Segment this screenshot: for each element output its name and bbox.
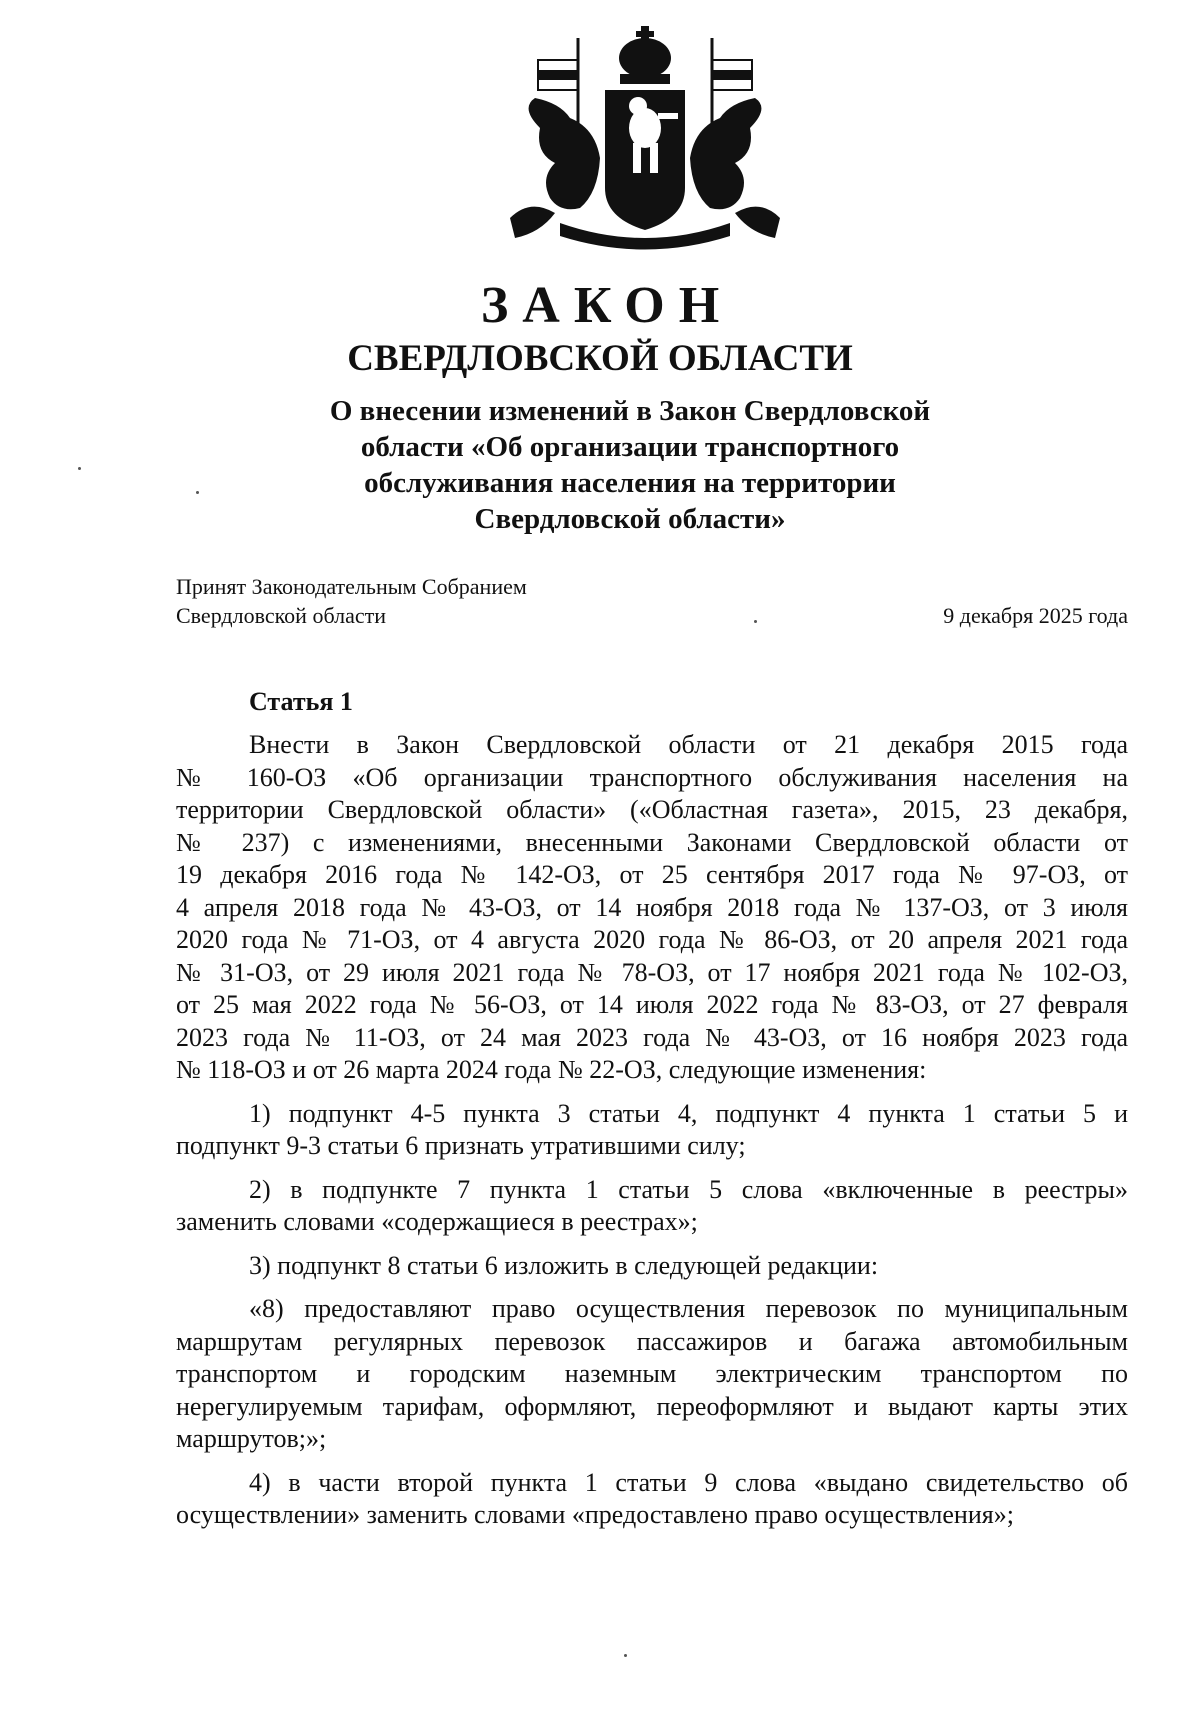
- text-line: № 237) с изменениями, внесенными Законами Свердловской области от: [176, 827, 1128, 857]
- text-line: от 25 мая 2022 года № 56-ОЗ, от 14 июля 2022 года № 83-ОЗ, от 27 февраля: [176, 990, 1128, 1019]
- text-line: 4) в части второй пункта 1 статьи 9 слова «выдано свидетельство об: [249, 1467, 1128, 1497]
- text-line: осуществлении» заменить словами «предоставлено право осуществления»;: [176, 1500, 1014, 1529]
- intro-paragraph: [176, 729, 1128, 1087]
- scan-speck: [624, 1654, 627, 1657]
- text-line: нерегулируемым тарифам, оформляют, переоформляют и выдают карты этих: [176, 1391, 1128, 1421]
- text-line: № 160-ОЗ «Об организации транспортного обслуживания населения на: [176, 762, 1128, 792]
- text-line: 4 апреля 2018 года № 43-ОЗ, от 14 ноября 2018 года № 137-ОЗ, от 3 июля: [176, 892, 1128, 922]
- scan-speck: [78, 467, 81, 470]
- item-1-paragraph: [176, 1098, 1128, 1163]
- text-line: 19 декабря 2016 года № 142-ОЗ, от 25 сентября 2017 года № 97-ОЗ, от: [176, 860, 1128, 889]
- text-line: маршрутам регулярных перевозок пассажиров и багажа автомобильным: [176, 1326, 1128, 1356]
- scan-speck: [196, 491, 199, 494]
- law-subject-line: О внесении изменений в Закон Свердловской: [329, 395, 931, 427]
- law-subject-line: области «Об организации транспортного: [360, 431, 900, 463]
- law-subject-line: Свердловской области»: [474, 503, 786, 535]
- adoption-date: 9 декабря 2025 года: [943, 603, 1128, 628]
- text-line: № 31-ОЗ, от 29 июля 2021 года № 78-ОЗ, от 17 ноября 2021 года № 102-ОЗ,: [176, 957, 1128, 987]
- text-line: № 118-ОЗ и от 26 марта 2024 года № 22-ОЗ, следующие изменения:: [176, 1055, 927, 1084]
- text-line: 2) в подпункте 7 пункта 1 статьи 5 слова «включенные в реестры»: [249, 1174, 1128, 1204]
- item-4-paragraph: [176, 1467, 1128, 1532]
- adoption-info: [176, 572, 527, 630]
- text-line: 3) подпункт 8 статьи 6 изложить в следующей редакции:: [249, 1250, 879, 1280]
- adoption-line: Свердловской области: [176, 603, 386, 628]
- law-subject-line: обслуживания населения на территории: [364, 467, 896, 499]
- scan-speck: [754, 620, 757, 623]
- region-title: СВЕРДЛОВСКОЙ ОБЛАСТИ: [347, 338, 853, 379]
- item-2-paragraph: [176, 1174, 1128, 1239]
- article-body: [176, 729, 1128, 1532]
- text-line: маршрутов;»;: [176, 1424, 327, 1453]
- law-title: ЗАКОН: [480, 277, 734, 334]
- text-line: Внести в Закон Свердловской области от 21 декабря 2015 года: [249, 730, 1128, 759]
- item-3-quote-paragraph: [176, 1293, 1128, 1456]
- adoption-line: Принят Законодательным Собранием: [176, 574, 527, 599]
- law-subject: [280, 393, 980, 537]
- text-line: транспортом и городским наземным электрическим транспортом по: [176, 1359, 1128, 1388]
- text-line: «8) предоставляют право осуществления перевозок по муниципальным: [249, 1294, 1128, 1323]
- article-heading: Статья 1: [249, 687, 353, 716]
- text-line: 1) подпункт 4-5 пункта 3 статьи 4, подпункт 4 пункта 1 статьи 5 и: [249, 1098, 1128, 1128]
- item-3-paragraph: [176, 1250, 1128, 1283]
- text-line: подпункт 9-3 статьи 6 признать утратившими силу;: [176, 1131, 746, 1160]
- text-line: 2020 года № 71-ОЗ, от 4 августа 2020 года № 86-ОЗ, от 20 апреля 2021 года: [176, 925, 1128, 954]
- text-line: заменить словами «содержащиеся в реестрах»;: [176, 1207, 698, 1236]
- coat-of-arms-icon: [500, 18, 790, 263]
- text-line: 2023 года № 11-ОЗ, от 24 мая 2023 года № 43-ОЗ, от 16 ноября 2023 года: [176, 1022, 1128, 1052]
- text-line: территории Свердловской области» («Областная газета», 2015, 23 декабря,: [176, 795, 1128, 824]
